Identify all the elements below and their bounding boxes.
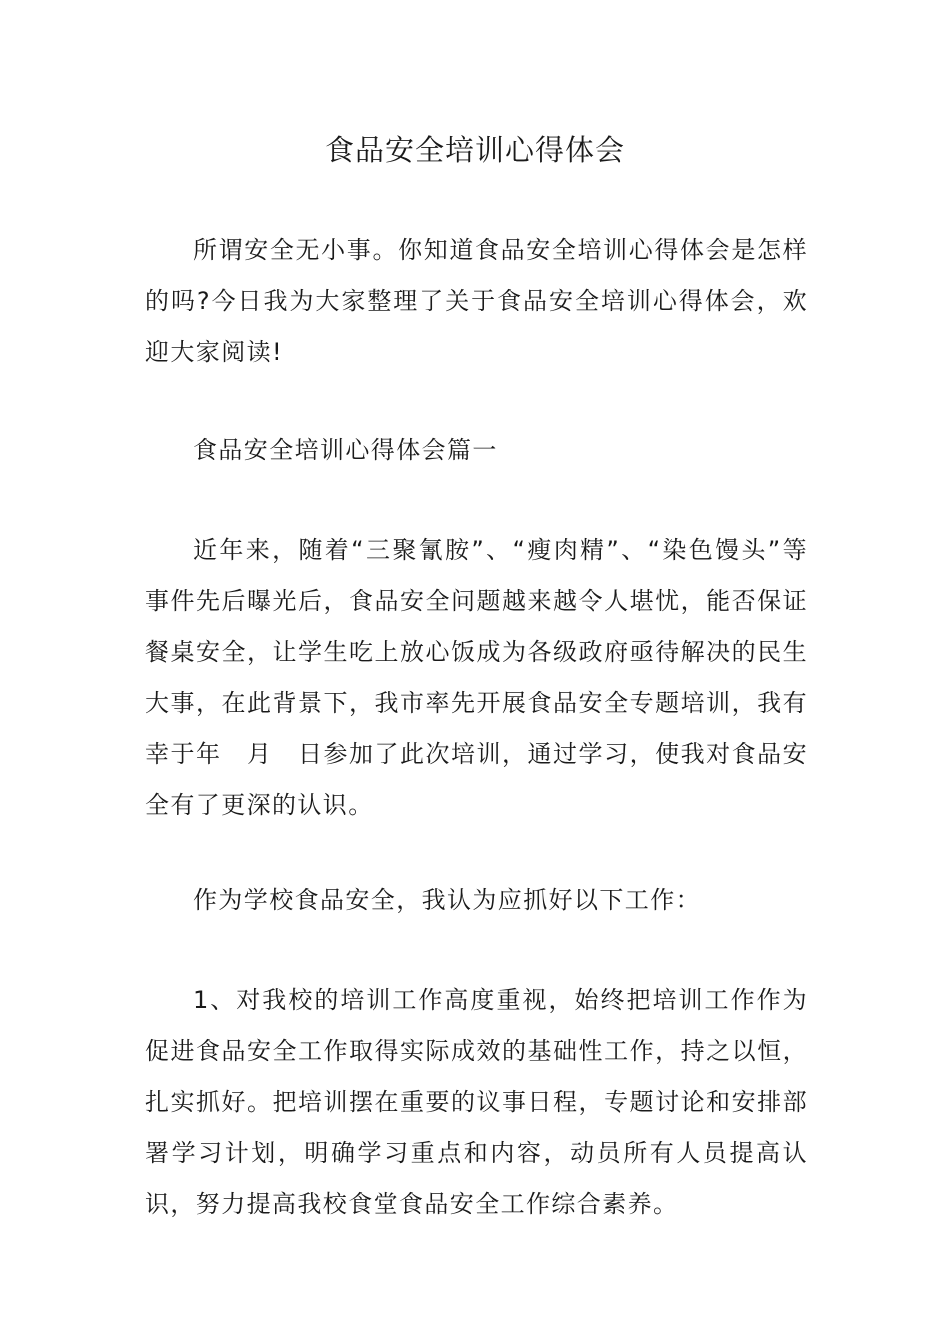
body-paragraph: 近年来，随着“三聚氰胺”、“瘦肉精”、“染色馒头”等事件先后曝光后，食品安全问题越来越令人堪忧，能否保证餐桌安全，让学生吃上放心饭成为各级政府亟待解决的民生大事，在此背景下，我市率先开展食品安全专题培训，我有幸于年 月 日参加了此次培训，通过学习，使我对食品安全有了更深的认识。 bbox=[145, 536, 808, 819]
intro-paragraph: 所谓安全无小事。你知道食品安全培训心得体会是怎样的吗?今日我为大家整理了关于食品安全培训心得体会，欢迎大家阅读! bbox=[145, 236, 808, 366]
body-paragraph: 作为学校食品安全，我认为应抓好以下工作： bbox=[193, 886, 701, 914]
body-paragraph: 1、对我校的培训工作高度重视，始终把培训工作作为促进食品安全工作取得实际成效的基础性工作，持之以恒，扎实抓好。把培训摆在重要的议事日程，专题讨论和安排部署学习计划，明确学习重点和内容，动员所有人员提高认识，努力提高我校食堂食品安全工作综合素养。 bbox=[145, 986, 808, 1218]
section-heading: 食品安全培训心得体会篇一 bbox=[193, 436, 498, 464]
document-title: 食品安全培训心得体会 bbox=[324, 133, 625, 167]
